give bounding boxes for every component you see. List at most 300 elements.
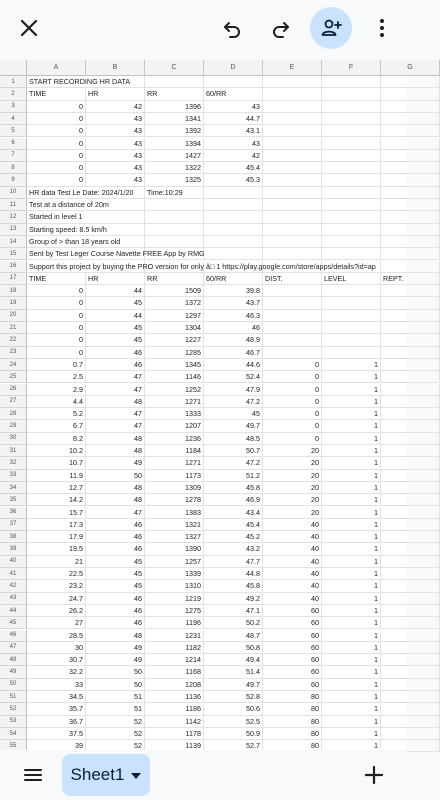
table-cell[interactable]: 0 [27,334,86,346]
table-cell[interactable]: 1327 [145,531,204,543]
row-header[interactable]: 12 [0,211,27,223]
table-cell[interactable] [381,347,440,359]
row-header[interactable]: 40 [0,556,27,568]
table-cell[interactable]: 1 [322,666,381,678]
table-cell[interactable]: 19.5 [27,543,86,555]
table-cell[interactable]: Test at a distance of 20m [27,199,86,211]
table-cell[interactable] [381,605,440,617]
table-cell[interactable] [322,187,381,199]
table-cell[interactable] [381,457,440,469]
table-cell[interactable]: 1139 [145,740,204,752]
table-cell[interactable]: 49 [86,457,145,469]
column-header[interactable]: D [204,60,263,76]
table-cell[interactable] [204,224,263,236]
table-cell[interactable] [204,236,263,248]
table-cell[interactable]: 1509 [145,285,204,297]
table-cell[interactable]: 1 [322,470,381,482]
table-cell[interactable]: 51 [86,691,145,703]
table-cell[interactable]: 60 [263,617,322,629]
table-cell[interactable] [381,543,440,555]
table-cell[interactable]: 1186 [145,703,204,715]
row-header[interactable]: 47 [0,642,27,654]
table-cell[interactable]: 1227 [145,334,204,346]
table-cell[interactable]: 48.7 [204,630,263,642]
table-cell[interactable]: 46.7 [204,347,263,359]
table-cell[interactable]: 43.2 [204,543,263,555]
table-cell[interactable]: 21 [27,556,86,568]
table-cell[interactable]: 0 [263,396,322,408]
table-cell[interactable]: 43 [204,138,263,150]
table-cell[interactable]: 45.3 [204,174,263,186]
table-cell[interactable]: 15.7 [27,507,86,519]
table-cell[interactable] [322,347,381,359]
table-cell[interactable] [145,76,204,88]
table-cell[interactable]: 52 [86,716,145,728]
table-cell[interactable]: 1297 [145,310,204,322]
table-cell[interactable] [322,322,381,334]
table-cell[interactable] [381,408,440,420]
table-cell[interactable] [381,384,440,396]
row-header[interactable]: 46 [0,630,27,642]
row-header[interactable]: 50 [0,679,27,691]
row-header[interactable]: 14 [0,236,27,248]
row-header[interactable]: 8 [0,162,27,174]
table-cell[interactable]: 0.7 [27,359,86,371]
table-cell[interactable]: 47.7 [204,556,263,568]
table-cell[interactable] [145,236,204,248]
table-cell[interactable]: 12.7 [27,482,86,494]
row-header[interactable]: 55 [0,740,27,752]
table-cell[interactable]: 1 [322,642,381,654]
table-cell[interactable] [263,76,322,88]
row-header[interactable]: 45 [0,617,27,629]
table-cell[interactable] [381,642,440,654]
table-cell[interactable]: 47.2 [204,396,263,408]
table-cell[interactable]: 47 [86,507,145,519]
row-header[interactable]: 49 [0,666,27,678]
table-cell[interactable]: 48.9 [204,334,263,346]
row-header[interactable]: 5 [0,125,27,137]
table-cell[interactable] [322,174,381,186]
table-cell[interactable]: 45 [86,580,145,592]
row-header[interactable]: 31 [0,445,27,457]
more-options-button[interactable] [363,9,401,47]
close-button[interactable] [10,9,48,47]
row-header[interactable]: 35 [0,494,27,506]
table-cell[interactable]: 46 [86,359,145,371]
table-cell[interactable]: 46.9 [204,494,263,506]
table-cell[interactable]: 10.7 [27,457,86,469]
row-header[interactable]: 25 [0,371,27,383]
table-cell[interactable] [263,211,322,223]
row-header[interactable]: 9 [0,174,27,186]
table-cell[interactable] [381,248,440,260]
table-cell[interactable]: 43 [86,162,145,174]
table-cell[interactable] [381,617,440,629]
table-cell[interactable] [381,531,440,543]
column-header[interactable]: A [27,60,86,76]
row-header[interactable]: 15 [0,248,27,260]
table-cell[interactable]: 1 [322,457,381,469]
table-cell[interactable] [381,224,440,236]
row-header[interactable]: 30 [0,433,27,445]
table-cell[interactable]: Sent by Test Leger Course Navette FREE App by RMG [27,248,86,260]
row-header[interactable]: 44 [0,605,27,617]
table-cell[interactable] [381,211,440,223]
table-cell[interactable]: 1309 [145,482,204,494]
table-cell[interactable]: 46 [86,543,145,555]
row-header[interactable]: 42 [0,580,27,592]
sheet-tab-sheet1[interactable] [62,754,150,796]
table-cell[interactable]: 1 [322,568,381,580]
table-cell[interactable]: 20 [263,482,322,494]
table-cell[interactable]: 44.8 [204,568,263,580]
table-cell[interactable] [322,297,381,309]
table-cell[interactable]: 43 [86,125,145,137]
table-cell[interactable]: 1257 [145,556,204,568]
table-cell[interactable]: 45 [86,297,145,309]
table-cell[interactable] [381,261,440,273]
table-cell[interactable]: 39 [27,740,86,752]
table-cell[interactable]: 0 [263,384,322,396]
table-cell[interactable]: 48 [86,630,145,642]
table-cell[interactable]: 1 [322,408,381,420]
spreadsheet-grid[interactable] [0,60,413,751]
table-cell[interactable]: 48.5 [204,433,263,445]
table-cell[interactable] [381,199,440,211]
table-cell[interactable] [263,334,322,346]
table-cell[interactable] [263,138,322,150]
table-cell[interactable]: 1 [322,679,381,691]
table-cell[interactable] [381,691,440,703]
table-cell[interactable]: 80 [263,703,322,715]
row-header[interactable]: 20 [0,310,27,322]
table-cell[interactable] [322,248,381,260]
table-cell[interactable]: 20 [263,494,322,506]
table-cell[interactable]: HR [86,273,145,285]
table-cell[interactable]: DIST. [263,273,322,285]
table-cell[interactable]: 1304 [145,322,204,334]
table-cell[interactable] [263,322,322,334]
table-cell[interactable]: 0 [27,297,86,309]
table-cell[interactable]: 48 [86,433,145,445]
table-cell[interactable]: 1219 [145,593,204,605]
table-cell[interactable]: 1 [322,371,381,383]
row-header[interactable]: 3 [0,101,27,113]
column-header[interactable]: B [86,60,145,76]
table-cell[interactable] [381,507,440,519]
table-cell[interactable]: 46 [86,519,145,531]
table-cell[interactable]: 45 [86,568,145,580]
table-cell[interactable]: 0 [263,371,322,383]
redo-button[interactable] [262,9,300,47]
table-cell[interactable]: 45.2 [204,531,263,543]
table-cell[interactable]: 48 [86,482,145,494]
table-cell[interactable]: 45.4 [204,519,263,531]
table-cell[interactable]: 0 [27,162,86,174]
row-header[interactable]: 16 [0,261,27,273]
table-cell[interactable]: 22.5 [27,568,86,580]
table-cell[interactable]: 40 [263,519,322,531]
column-header[interactable]: F [322,60,381,76]
add-sheet-button[interactable] [355,756,393,794]
table-cell[interactable]: 50.6 [204,703,263,715]
row-header[interactable]: 48 [0,654,27,666]
row-header[interactable]: 34 [0,482,27,494]
table-cell[interactable]: 33 [27,679,86,691]
row-header[interactable]: 10 [0,187,27,199]
table-cell[interactable]: 4.4 [27,396,86,408]
table-cell[interactable]: 0 [263,433,322,445]
table-cell[interactable] [204,199,263,211]
table-cell[interactable]: 60 [263,630,322,642]
table-cell[interactable]: 60/RR [204,273,263,285]
table-cell[interactable]: 1136 [145,691,204,703]
table-cell[interactable]: 44 [86,285,145,297]
row-header[interactable]: 41 [0,568,27,580]
table-cell[interactable] [322,334,381,346]
table-cell[interactable]: 34.5 [27,691,86,703]
table-cell[interactable]: 1173 [145,470,204,482]
row-header[interactable]: 52 [0,703,27,715]
table-cell[interactable] [145,224,204,236]
table-cell[interactable] [381,396,440,408]
table-cell[interactable] [381,470,440,482]
table-cell[interactable]: 1 [322,605,381,617]
table-cell[interactable]: Started in level 1 [27,211,86,223]
row-header[interactable]: 53 [0,716,27,728]
table-cell[interactable]: 50 [86,666,145,678]
table-cell[interactable]: 26.2 [27,605,86,617]
row-header[interactable]: 28 [0,408,27,420]
table-cell[interactable] [381,76,440,88]
table-cell[interactable] [263,347,322,359]
table-cell[interactable]: 1 [322,556,381,568]
table-cell[interactable]: 24.7 [27,593,86,605]
table-cell[interactable]: 0 [27,125,86,137]
table-cell[interactable]: 60 [263,666,322,678]
row-header[interactable]: 17 [0,273,27,285]
row-header[interactable]: 51 [0,691,27,703]
table-cell[interactable] [381,679,440,691]
table-cell[interactable] [263,187,322,199]
row-header[interactable]: 1 [0,76,27,88]
row-header[interactable]: 37 [0,519,27,531]
table-cell[interactable]: 49.2 [204,593,263,605]
row-header[interactable]: 2 [0,88,27,100]
table-cell[interactable]: 1 [322,654,381,666]
table-cell[interactable]: 11.9 [27,470,86,482]
table-cell[interactable] [381,138,440,150]
table-cell[interactable]: 50 [86,679,145,691]
row-header[interactable]: 33 [0,470,27,482]
table-cell[interactable]: 46 [86,347,145,359]
table-cell[interactable] [263,248,322,260]
table-cell[interactable]: 1 [322,580,381,592]
table-cell[interactable]: 1168 [145,666,204,678]
row-header[interactable]: 39 [0,543,27,555]
table-cell[interactable] [381,162,440,174]
table-cell[interactable]: 52.8 [204,691,263,703]
table-cell[interactable] [381,494,440,506]
table-cell[interactable]: Starting speed: 8.5 km/h [27,224,86,236]
table-cell[interactable] [322,76,381,88]
table-cell[interactable]: TIME [27,273,86,285]
table-cell[interactable]: 1 [322,617,381,629]
row-header[interactable]: 54 [0,728,27,740]
table-cell[interactable]: 51.2 [204,470,263,482]
table-cell[interactable]: 45 [86,322,145,334]
table-cell[interactable]: 17.9 [27,531,86,543]
table-cell[interactable] [381,101,440,113]
table-cell[interactable]: HR data Test Le Date: 2024/1/20 [27,187,86,199]
table-cell[interactable]: 1142 [145,716,204,728]
table-cell[interactable] [381,359,440,371]
table-cell[interactable] [381,568,440,580]
table-cell[interactable]: 0 [27,310,86,322]
table-cell[interactable]: 10.2 [27,445,86,457]
table-cell[interactable]: 30 [27,642,86,654]
table-cell[interactable]: 1146 [145,371,204,383]
table-cell[interactable]: 51.4 [204,666,263,678]
table-cell[interactable] [204,76,263,88]
table-cell[interactable] [381,310,440,322]
table-cell[interactable] [263,285,322,297]
table-cell[interactable]: 30.7 [27,654,86,666]
table-cell[interactable]: REPT. [381,273,440,285]
table-cell[interactable]: 40 [263,593,322,605]
table-cell[interactable]: RR [145,88,204,100]
table-cell[interactable]: 1427 [145,150,204,162]
share-button[interactable] [310,7,352,49]
table-cell[interactable]: 0 [27,150,86,162]
table-cell[interactable] [381,113,440,125]
table-cell[interactable]: 52.7 [204,740,263,752]
table-cell[interactable] [381,371,440,383]
table-cell[interactable]: 46 [86,605,145,617]
table-cell[interactable]: 1 [322,716,381,728]
table-cell[interactable]: 0 [263,420,322,432]
select-all-corner[interactable] [0,60,27,76]
table-cell[interactable]: 49 [86,654,145,666]
table-cell[interactable]: 40 [263,580,322,592]
table-cell[interactable] [322,211,381,223]
table-cell[interactable] [263,174,322,186]
table-cell[interactable]: 36.7 [27,716,86,728]
table-cell[interactable]: 49.4 [204,654,263,666]
table-cell[interactable]: 42 [86,101,145,113]
table-cell[interactable]: 40 [263,568,322,580]
table-cell[interactable]: 40 [263,543,322,555]
table-cell[interactable] [381,556,440,568]
row-header[interactable]: 4 [0,113,27,125]
table-cell[interactable]: 46.3 [204,310,263,322]
table-cell[interactable] [263,199,322,211]
table-cell[interactable] [322,138,381,150]
row-header[interactable]: 38 [0,531,27,543]
table-cell[interactable]: 45.4 [204,162,263,174]
table-cell[interactable] [204,248,263,260]
table-cell[interactable]: 43 [204,101,263,113]
table-cell[interactable] [145,199,204,211]
table-cell[interactable]: 44.7 [204,113,263,125]
table-cell[interactable]: 35.7 [27,703,86,715]
table-cell[interactable]: 1184 [145,445,204,457]
table-cell[interactable] [263,310,322,322]
table-cell[interactable]: 51 [86,703,145,715]
table-cell[interactable] [381,150,440,162]
row-header[interactable]: 24 [0,359,27,371]
table-cell[interactable]: 2.5 [27,371,86,383]
table-cell[interactable] [322,199,381,211]
table-cell[interactable]: 47.9 [204,384,263,396]
table-cell[interactable]: 47 [86,408,145,420]
table-cell[interactable]: 1285 [145,347,204,359]
table-cell[interactable]: 45.8 [204,580,263,592]
table-cell[interactable]: 0 [27,347,86,359]
table-cell[interactable]: 43 [86,150,145,162]
table-cell[interactable]: 0 [27,101,86,113]
table-cell[interactable]: 1 [322,482,381,494]
table-cell[interactable]: 1207 [145,420,204,432]
table-cell[interactable]: 50.7 [204,445,263,457]
table-cell[interactable]: 20 [263,457,322,469]
table-cell[interactable]: 32.2 [27,666,86,678]
table-cell[interactable]: 1 [322,494,381,506]
table-cell[interactable]: 43.7 [204,297,263,309]
table-cell[interactable]: 1396 [145,101,204,113]
column-header[interactable]: E [263,60,322,76]
table-cell[interactable] [381,297,440,309]
table-cell[interactable] [263,236,322,248]
table-cell[interactable] [322,310,381,322]
table-cell[interactable] [263,88,322,100]
table-cell[interactable]: 0 [27,138,86,150]
table-cell[interactable] [204,211,263,223]
table-cell[interactable] [381,420,440,432]
table-cell[interactable] [381,666,440,678]
table-cell[interactable] [322,150,381,162]
sheet-list-button[interactable] [14,756,52,794]
table-cell[interactable]: 1 [322,593,381,605]
table-cell[interactable]: 1214 [145,654,204,666]
row-header[interactable]: 43 [0,593,27,605]
table-cell[interactable]: 80 [263,691,322,703]
table-cell[interactable]: 47.1 [204,605,263,617]
table-cell[interactable]: 1 [322,384,381,396]
table-cell[interactable] [381,482,440,494]
table-cell[interactable]: 52 [86,728,145,740]
table-cell[interactable]: 60 [263,642,322,654]
undo-button[interactable] [213,9,251,47]
table-cell[interactable]: 1 [322,740,381,752]
table-cell[interactable]: 45 [86,334,145,346]
table-cell[interactable]: 1182 [145,642,204,654]
table-cell[interactable]: 0 [27,113,86,125]
table-cell[interactable]: 1390 [145,543,204,555]
table-cell[interactable]: RR [145,273,204,285]
table-cell[interactable] [263,113,322,125]
table-cell[interactable]: 1 [322,396,381,408]
table-cell[interactable]: 40 [263,556,322,568]
table-cell[interactable]: 45.8 [204,482,263,494]
table-cell[interactable]: LEVEL [322,273,381,285]
table-cell[interactable]: 48 [86,445,145,457]
table-cell[interactable]: 60 [263,654,322,666]
table-cell[interactable]: 50.2 [204,617,263,629]
table-cell[interactable] [322,285,381,297]
table-cell[interactable] [204,187,263,199]
